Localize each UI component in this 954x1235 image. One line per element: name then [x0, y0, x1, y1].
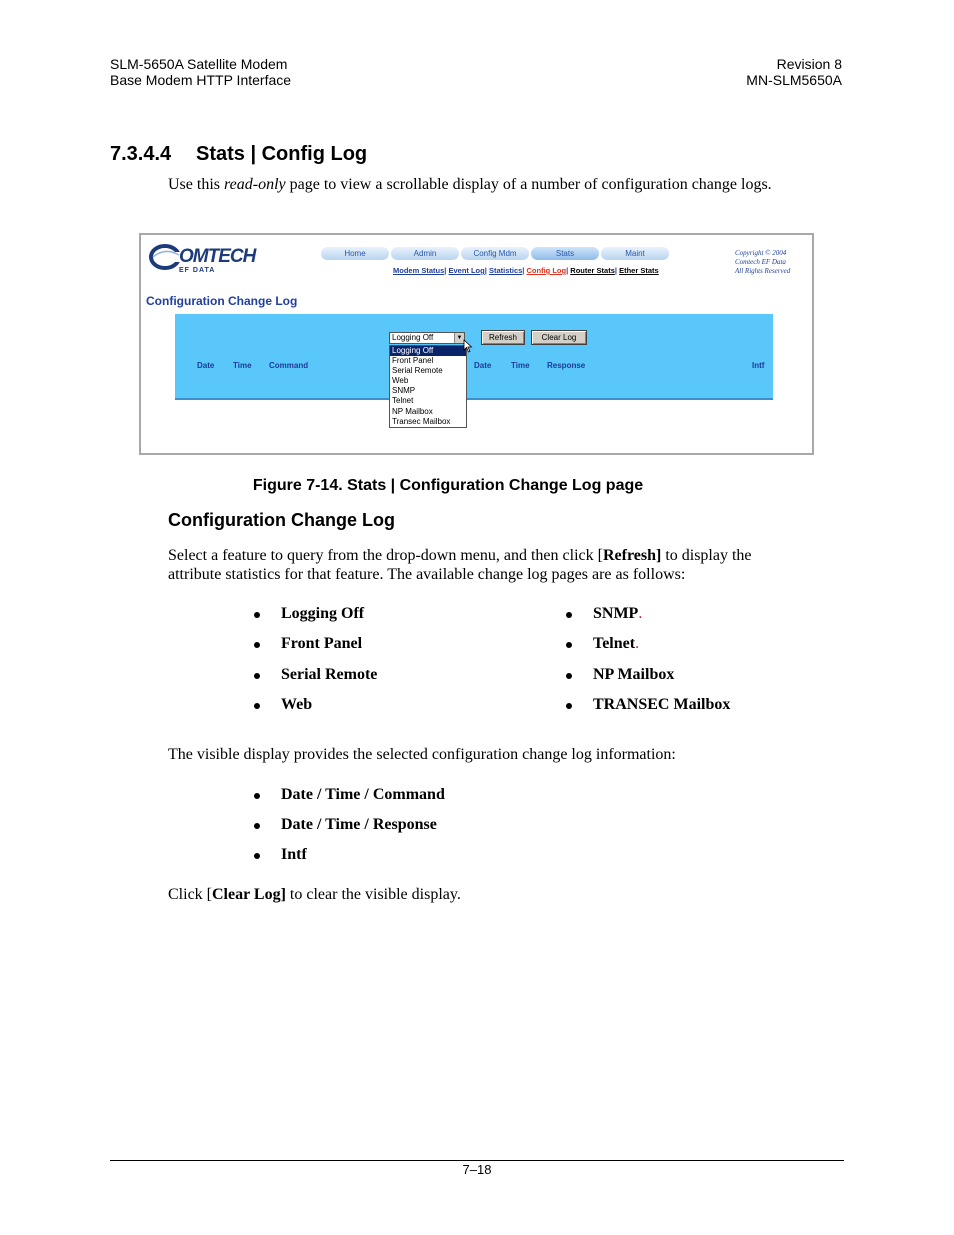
- footer-divider: [110, 1160, 844, 1161]
- refresh-button[interactable]: Refresh: [481, 330, 525, 345]
- log-type-dropdown: [389, 345, 467, 428]
- running-header-left: [110, 56, 291, 88]
- bullet-icon: [254, 612, 260, 618]
- list-item: Logging Off: [281, 605, 365, 622]
- list-item: Telnet.: [593, 635, 640, 652]
- col-intf: Intf: [752, 361, 765, 370]
- display-info-paragraph: The visible display provides the selected configuration change log information:: [168, 746, 676, 763]
- link-config-log[interactable]: Config Log: [526, 266, 567, 275]
- chevron-down-icon[interactable]: ▼: [454, 333, 464, 343]
- copyright-line: Comtech EF Data: [735, 258, 786, 266]
- intro-paragraph: [168, 175, 848, 194]
- bullet-icon: [566, 642, 572, 648]
- clear-log-paragraph: [168, 885, 461, 904]
- tab-admin[interactable]: Admin: [391, 247, 459, 260]
- copyright-line: Copyright © 2004: [735, 249, 787, 257]
- mouse-pointer-icon: [463, 339, 473, 353]
- col-time-response: Time: [511, 361, 530, 370]
- bullet-icon: [254, 673, 260, 679]
- list-item: Date / Time / Command: [281, 786, 445, 803]
- bullet-icon: [254, 793, 260, 799]
- option-web[interactable]: Web: [392, 376, 409, 386]
- option-np-mailbox[interactable]: NP Mailbox: [392, 406, 433, 416]
- list-item: Web: [281, 696, 313, 713]
- running-header-right: [746, 56, 842, 88]
- list-item: Intf: [281, 846, 307, 863]
- list-item: SNMP.: [593, 605, 643, 622]
- bullet-icon: [254, 642, 260, 648]
- col-command: Command: [269, 361, 309, 370]
- select-value: Logging Off: [392, 333, 434, 342]
- option-snmp[interactable]: SNMP: [392, 386, 416, 396]
- header-subtitle: Base Modem HTTP Interface: [110, 72, 292, 88]
- option-telnet[interactable]: Telnet: [392, 396, 414, 406]
- list-item: TRANSEC Mailbox: [593, 696, 731, 713]
- section-title: Stats | Config Log: [196, 143, 368, 165]
- tab-maint[interactable]: Maint: [601, 247, 669, 260]
- tab-home[interactable]: Home: [321, 247, 389, 260]
- para3-text-b: to clear the visible display.: [285, 886, 461, 903]
- comtech-logo: [149, 243, 279, 277]
- bullet-icon: [254, 853, 260, 859]
- para3-text-a: Click [: [168, 886, 212, 903]
- logo-c-icon: [149, 243, 181, 271]
- option-front-panel[interactable]: Front Panel: [392, 356, 434, 366]
- figure-caption: Figure 7-14. Stats | Configuration Change Log page: [252, 477, 644, 494]
- stats-sub-links: Modem Status| Event Log| Statistics| Config Log| Router Stats| Ether Stats: [393, 266, 659, 275]
- screenshot-page-title: Configuration Change Log: [146, 294, 298, 308]
- tab-stats[interactable]: Stats: [531, 247, 599, 260]
- link-router-stats[interactable]: Router Stats: [570, 266, 615, 275]
- link-event-log[interactable]: Event Log: [448, 266, 485, 275]
- header-doc-number: MN-SLM5650A: [746, 72, 842, 88]
- bullet-icon: [254, 703, 260, 709]
- bullet-icon: [254, 823, 260, 829]
- tab-config-mdm[interactable]: Config Mdm: [461, 247, 529, 260]
- link-modem-status[interactable]: Modem Status: [393, 266, 445, 275]
- link-ether-stats[interactable]: Ether Stats: [619, 266, 659, 275]
- instructions-paragraph: [168, 546, 808, 584]
- nav-tabs: [321, 247, 669, 261]
- list-item: Serial Remote: [281, 666, 378, 683]
- logo-wordmark: OMTECH: [179, 246, 256, 267]
- col-time: Time: [233, 361, 252, 370]
- copyright-notice: [735, 249, 790, 276]
- option-transec-mailbox[interactable]: Transec Mailbox: [392, 416, 451, 426]
- para1-bold: Refresh]: [602, 547, 662, 564]
- para1-text-b: to display the attribute statistics for that feature. The available change log pages are as follows:: [168, 547, 752, 583]
- list-item: Date / Time / Response: [281, 816, 437, 833]
- log-table-panel: [175, 314, 773, 400]
- list-item-label: SNMP: [593, 605, 639, 622]
- header-revision: Revision 8: [776, 56, 842, 72]
- intro-emphasis: read-only: [224, 176, 286, 193]
- col-date: Date: [197, 361, 215, 370]
- subheading: Configuration Change Log: [168, 510, 395, 530]
- bullet-icon: [566, 703, 572, 709]
- log-type-select[interactable]: [389, 332, 465, 344]
- bullet-icon: [566, 612, 572, 618]
- para3-bold: Clear Log]: [212, 886, 286, 903]
- intro-text-a: Use this: [168, 176, 224, 193]
- page-number: 7–18: [462, 1162, 492, 1177]
- copyright-line: All Rights Reserved: [735, 267, 791, 275]
- list-item: Front Panel: [281, 635, 363, 652]
- option-serial-remote[interactable]: Serial Remote: [392, 366, 443, 376]
- section-number: 7.3.4.4: [110, 143, 172, 165]
- clear-log-button[interactable]: Clear Log: [531, 330, 587, 345]
- header-product: SLM-5650A Satellite Modem: [110, 56, 288, 72]
- col-response: Response: [547, 361, 586, 370]
- option-logging-off[interactable]: Logging Off: [390, 346, 466, 356]
- config-log-screenshot: [139, 233, 814, 455]
- link-statistics[interactable]: Statistics: [488, 266, 523, 275]
- intro-text-b: page to view a scrollable display of a number of configuration change logs.: [285, 176, 772, 193]
- list-item-label: Telnet: [593, 635, 636, 652]
- col-date-response: Date: [474, 361, 492, 370]
- logo-subtext: EF DATA: [179, 267, 216, 274]
- para1-text-a: Select a feature to query from the drop-down menu, and then click [: [168, 547, 603, 564]
- list-item: NP Mailbox: [593, 666, 675, 683]
- bullet-icon: [566, 673, 572, 679]
